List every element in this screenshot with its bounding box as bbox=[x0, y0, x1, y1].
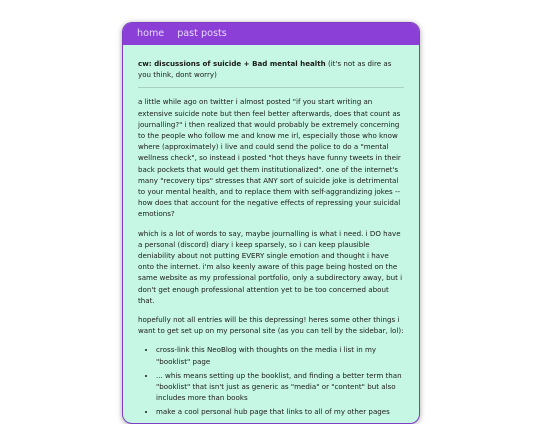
post-paragraph: hopefully not all entries will be this depressing! heres some other things i want to get set up on my personal site (as you can tell by the sidebar, lol): bbox=[138, 315, 404, 336]
nav-past-posts-link[interactable]: past posts bbox=[177, 28, 227, 39]
list-item: • make a cool personal hub page that links to all of my other pages bbox=[156, 406, 404, 417]
post-paragraph: which is a lot of words to say, maybe journalling is what i need. i DO have a personal (discord) diary i keep sparsely, so i can keep plausible deniability about not putting EVERY single emotion and thought i have onto the internet. i'm also keenly aware of this page being hosted on the same website as my professional portfolio, only a subdirectory away, but i don't get enough professional attention yet to be too concerned about that. bbox=[138, 228, 403, 305]
post-content bbox=[123, 45, 419, 418]
nav-home-link[interactable]: home bbox=[137, 28, 165, 39]
post-paragraph: a little while ago on twitter i almost posted "if you start writing an extensive suicide note but then feel better afterwards, does that count as journalling?" i then realized that would probably be extremely concerning to the people who follow me and know me irl, especially those who know where (approximately) i live and could send the police to do a "mental wellness check", so instead i posted "hot theys have funny tweets in their back pockets that would get them institutionalized". one of the internet's many "recovery tips" stresses that ANY sort of suicide joke is detrimental to your mental health, and to replace them with self-aggrandizing jokes -- how does that account for the negative effects of repressing your suicidal emotions? bbox=[138, 97, 401, 219]
list-item: • cross-link this NeoBlog with thoughts on the media i list in my "booklist" page bbox=[156, 344, 404, 366]
list-item: • ... whis means setting up the booklist, and finding a better term than "booklist" that isn't just as generic as "media" or "content" but also includes more than books bbox=[156, 370, 404, 404]
post-card bbox=[122, 22, 420, 424]
top-nav bbox=[123, 23, 419, 45]
divider bbox=[138, 87, 404, 88]
content-warning-bold: cw: discussions of suicide + Bad mental health bbox=[138, 59, 326, 68]
content-warning bbox=[138, 58, 404, 80]
content-warning-note: (it's not as dire as you think, dont worry) bbox=[138, 59, 392, 80]
todo-list bbox=[138, 344, 404, 417]
